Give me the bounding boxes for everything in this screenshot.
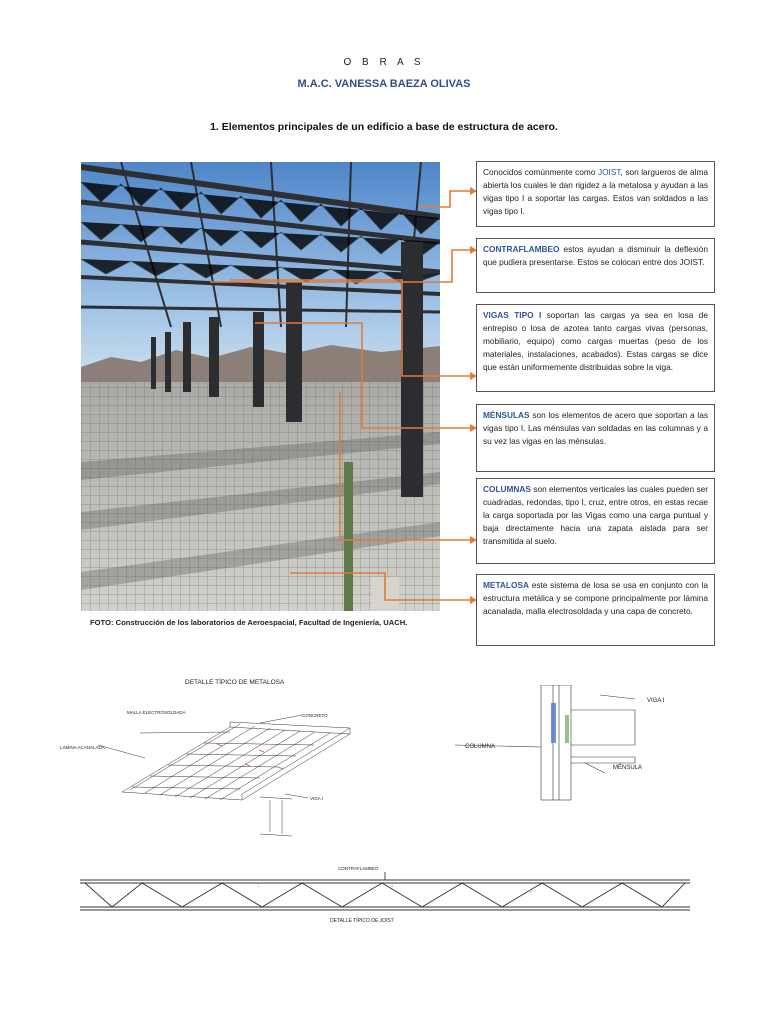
label-malla: MALLA ELECTROSOLDADA [127, 710, 186, 715]
box-term: COLUMNAS [483, 484, 531, 494]
label-mensula: MÉNSULA [613, 765, 643, 771]
box-term: METALOSA [483, 580, 529, 590]
info-box-columnas [476, 478, 715, 564]
author-name: M.A.C. VANESSA BAEZA OLIVAS [297, 78, 471, 90]
photo-caption: FOTO: Construcción de los laboratorios de Aeroespacial, Facultad de Ingeniería, UACH. [90, 618, 408, 627]
info-box-contraflambeo [476, 238, 715, 293]
label-viga-column: VIGA I [647, 698, 665, 704]
column-detail-drawing [455, 685, 705, 805]
label-contraflambeo: CONTRAFLAMBEO [338, 866, 379, 871]
metalosa-detail-title: DETALLE TÍPICO DE METALOSA [185, 679, 285, 686]
metalosa-detail-drawing [60, 672, 380, 852]
box-text: soportan las cargas ya sea en losa de entrepiso o losa de azotea tanto cargas vivas (personas, mobiliario, equipo) como cargas muertas (peso de los materiales, instalaciones, acabados). Estas cargas se dice que están uniformemente distribuidas sobre la viga. [483, 310, 708, 372]
box-term: CONTRAFLAMBEO [483, 244, 560, 254]
box-term: VIGAS TIPO I [483, 310, 542, 320]
label-columna: COLUMNA [465, 744, 496, 750]
svg-text:': ' [258, 886, 260, 892]
joist-detail-title: DETALLE TÍPICO DE JOIST [330, 918, 394, 924]
box-term: JOIST [597, 167, 621, 177]
info-box-mensulas [476, 404, 715, 472]
info-box-metalosa [476, 574, 715, 646]
label-lamina: LÁMINA ACANALADA [60, 745, 105, 750]
document-heading: O B R A S [343, 57, 425, 68]
section-title: 1. Elementos principales de un edificio a base de estructura de acero. [210, 121, 558, 133]
box-term: MÉNSULAS [483, 410, 530, 420]
label-concreto: CONCRETO [302, 713, 328, 718]
info-box-joist [476, 161, 715, 227]
box-text: son elementos verticales las cuales pueden ser cuadradas, redondas, tipo I, cruz, entre otros, en estas recae la carga soportada por las Vigas como una carga puntual y baja directamente hacia una zapata aislada para ser transmitida al suelo. [483, 484, 708, 546]
box-text: este sistema de losa se usa en conjunto con la estructura metálica y se compone principalmente por lámina acanalada, malla electrosoldada y una capa de concreto. [483, 580, 708, 616]
label-viga: VIGA I [310, 796, 324, 801]
svg-text:': ' [530, 892, 532, 898]
box-text: Conocidos comúnmente como [483, 167, 598, 177]
info-box-vigas [476, 304, 715, 392]
box-text: , son largueros de alma abierta los cuales le dan rigidez a la metalosa y ayudan a las vigas tipo I a soportar las cargas. Estos van soldados a las vigas tipo I. [483, 167, 708, 216]
svg-text:': ' [392, 886, 394, 892]
box-text: son los elementos de acero que soportan a las vigas tipo I. Las ménsulas van soldadas en las columnas y a su vez las vigas en las ménsulas. [483, 410, 708, 446]
box-text: estos ayudan a disminuir la deflexión que pudiera presentarse. Estos se colocan entre dos JOIST. [483, 244, 708, 267]
joist-detail-drawing [80, 860, 690, 930]
